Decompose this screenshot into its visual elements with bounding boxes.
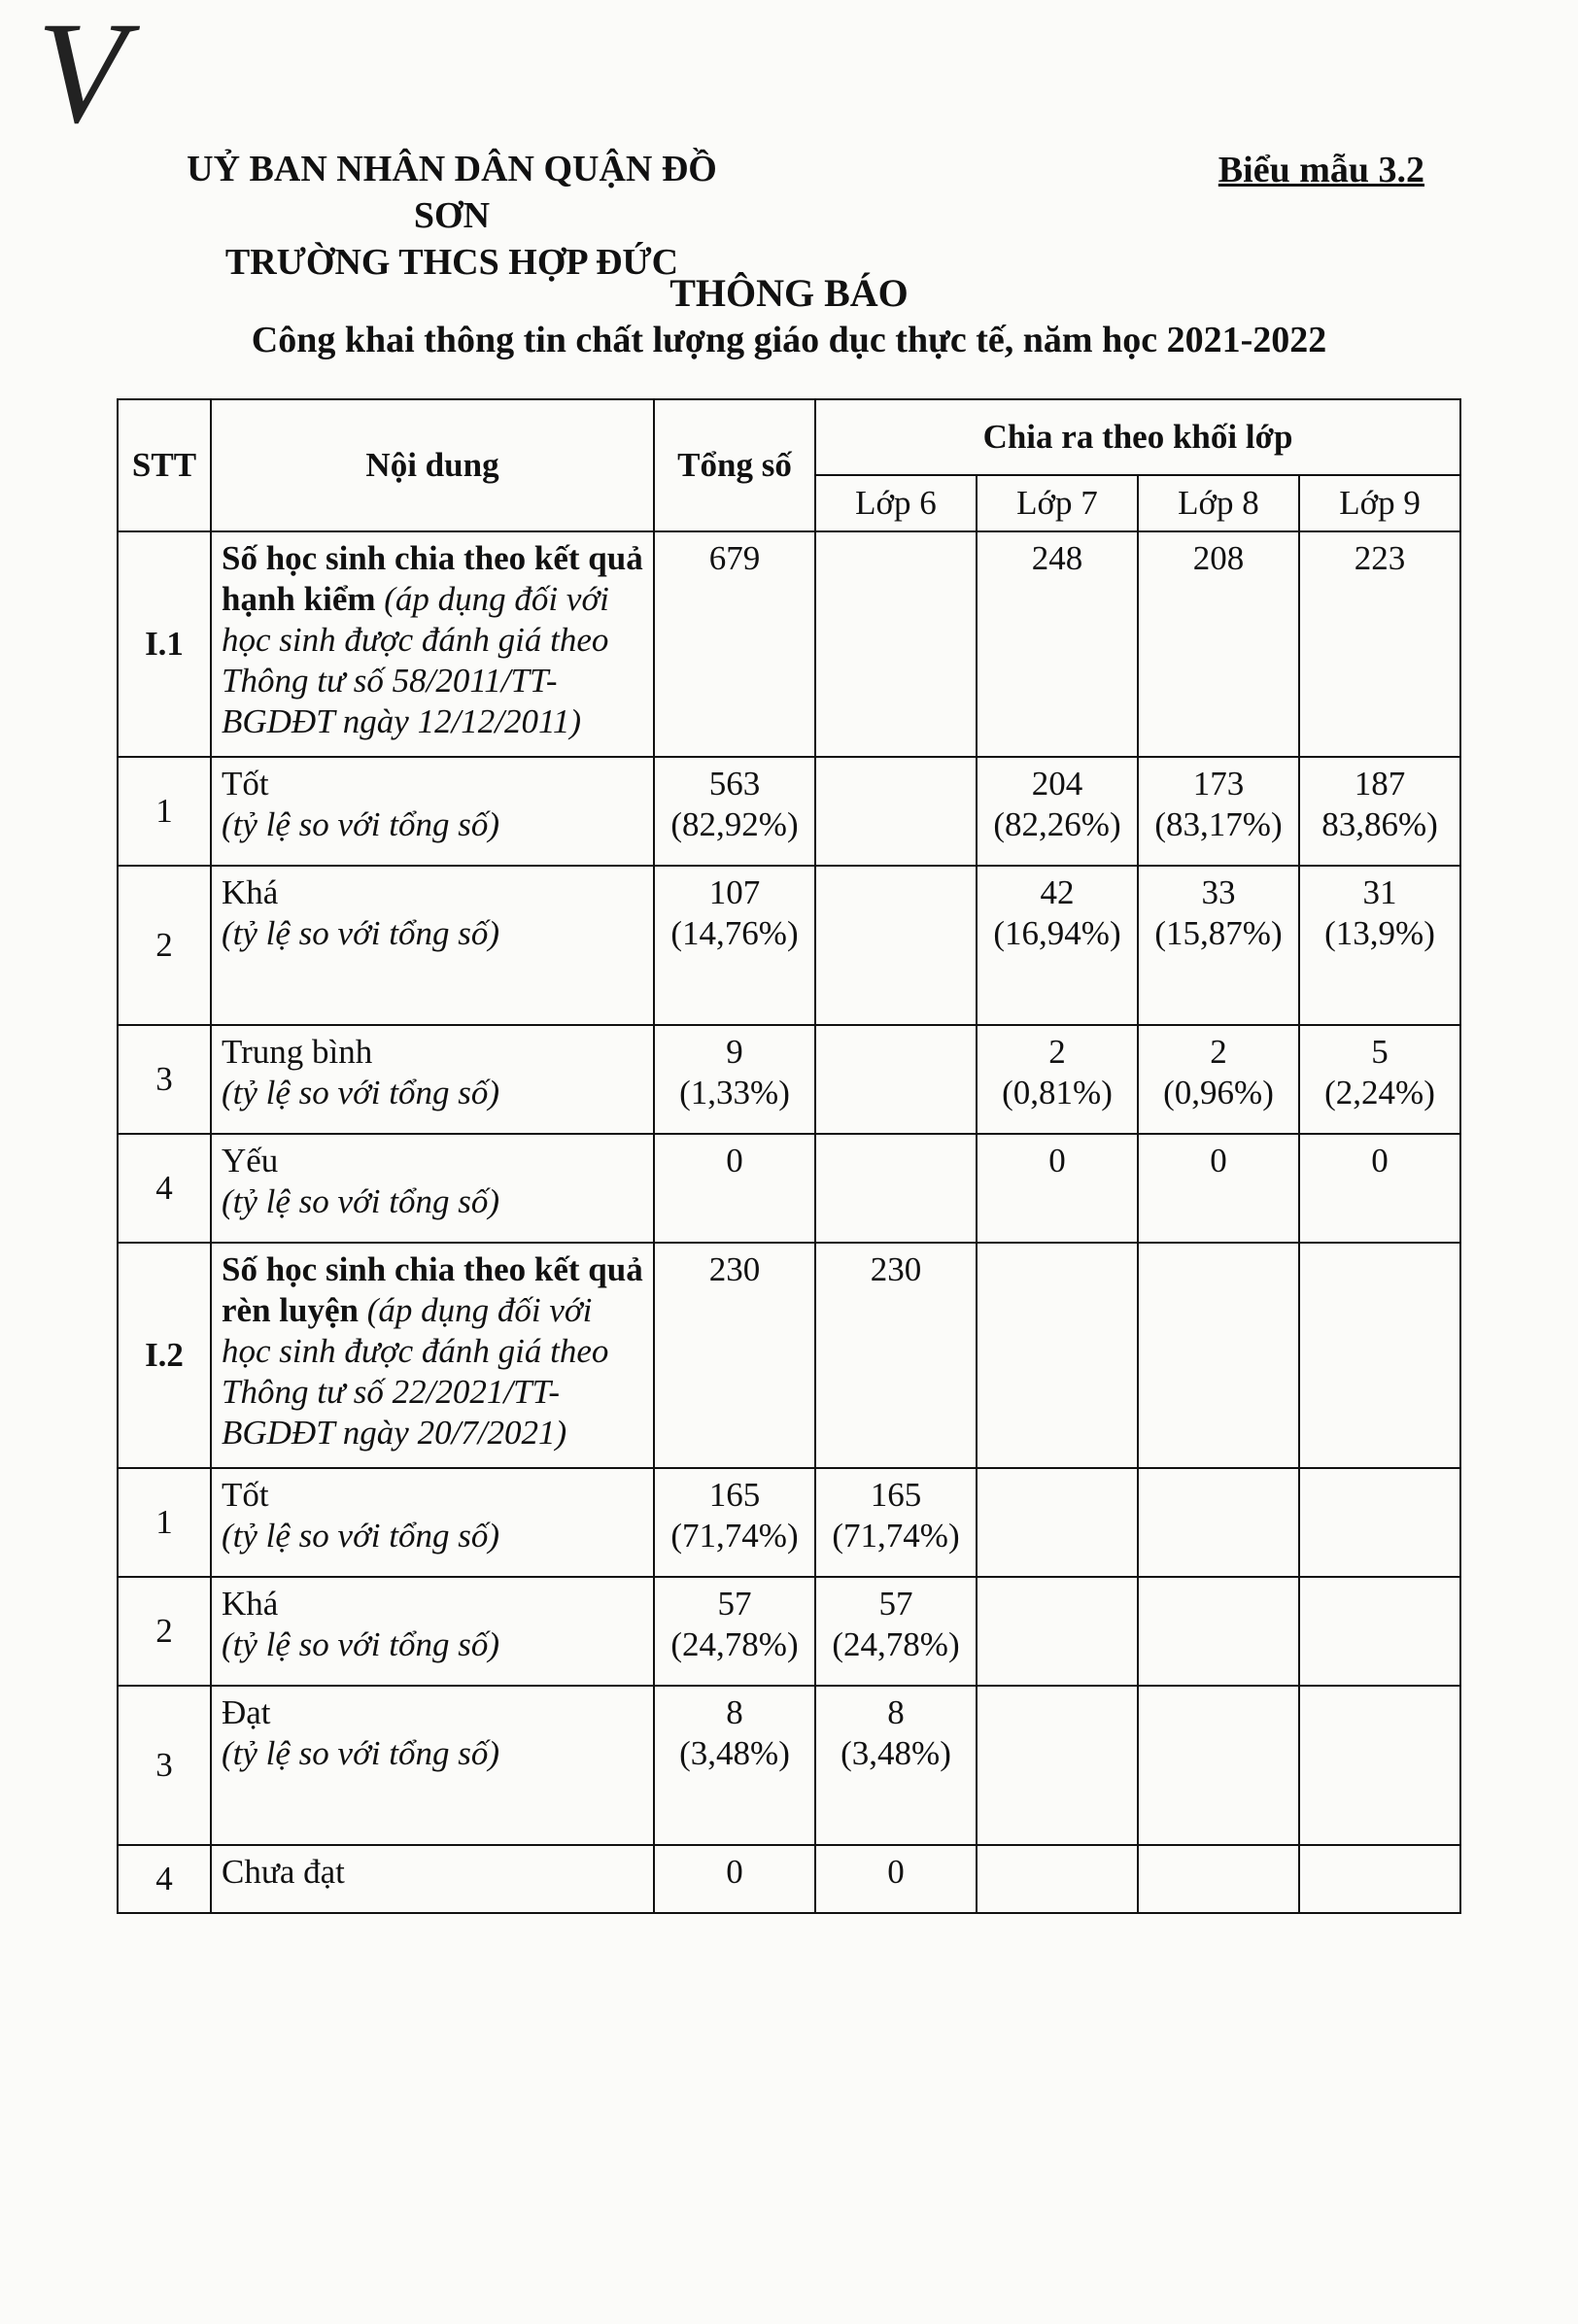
cell-value: 2 [1048, 1033, 1066, 1071]
org-line-1: UỶ BAN NHÂN DÂN QUẬN ĐỒ SƠN [187, 149, 717, 236]
cell-l6 [815, 531, 977, 757]
cell-value: 0 [726, 1853, 743, 1891]
cell-l8 [1138, 1243, 1299, 1468]
cell-l6 [815, 866, 977, 1025]
cell-l6 [815, 1134, 977, 1243]
cell-l8 [1138, 1025, 1299, 1134]
row-title: Đạt [222, 1693, 271, 1731]
cell-value: 0 [1371, 1142, 1389, 1179]
header-chia-ra: Chia ra theo khối lớp [815, 399, 1460, 475]
header-lop-7: Lớp 7 [977, 475, 1138, 531]
row-stt: I.2 [118, 1243, 211, 1468]
cell-value: 165 [708, 1476, 761, 1514]
cell-l9 [1299, 866, 1460, 1025]
row-note: (tỷ lệ so với tổng số) [222, 1734, 499, 1772]
cell-percent: (82,92%) [670, 805, 799, 843]
cell-percent: (3,48%) [840, 1734, 951, 1772]
row-note: (tỷ lệ so với tổng số) [222, 1625, 499, 1663]
table-row [118, 757, 1460, 866]
row-content [211, 531, 654, 757]
cell-l7 [977, 1845, 1138, 1913]
cell-l9 [1299, 1025, 1460, 1134]
cell-value: 8 [726, 1693, 743, 1731]
row-content [211, 1025, 654, 1134]
table-row [118, 1577, 1460, 1686]
cell-percent: (71,74%) [670, 1517, 799, 1555]
cell-tong [654, 1243, 815, 1468]
row-note: (tỷ lệ so với tổng số) [222, 1074, 499, 1111]
cell-tong [654, 1468, 815, 1577]
cell-tong [654, 1845, 815, 1913]
cell-tong [654, 1577, 815, 1686]
header-lop-9: Lớp 9 [1299, 475, 1460, 531]
cell-l8 [1138, 1686, 1299, 1845]
row-note: (áp dụng đối với học sinh được đánh giá theo Thông tư số 58/2011/TT-BGDĐT ngày 12/12/2011) [222, 580, 609, 740]
cell-percent: (13,9%) [1324, 914, 1435, 952]
cell-value: 57 [878, 1585, 913, 1623]
cell-tong [654, 757, 815, 866]
table-row [118, 1686, 1460, 1845]
org-line-2: TRƯỜNG THCS HỢP ĐỨC [224, 242, 679, 283]
cell-value: 9 [726, 1033, 743, 1071]
table-row [118, 1468, 1460, 1577]
cell-l8 [1138, 1468, 1299, 1577]
cell-l7 [977, 531, 1138, 757]
row-title: Khá [222, 873, 279, 911]
cell-l8 [1138, 757, 1299, 866]
row-stt: 3 [118, 1025, 211, 1134]
cell-l6 [815, 1025, 977, 1134]
row-stt: 1 [118, 757, 211, 866]
cell-percent: (24,78%) [832, 1625, 960, 1663]
cell-l8 [1138, 1577, 1299, 1686]
cell-value: 230 [870, 1250, 922, 1288]
row-stt: 2 [118, 1577, 211, 1686]
row-title: Chưa đạt [222, 1853, 345, 1891]
cell-value: 107 [708, 873, 761, 911]
cell-tong [654, 531, 815, 757]
table-row [118, 1134, 1460, 1243]
cell-value: 563 [708, 765, 761, 803]
cell-value: 31 [1362, 873, 1397, 911]
cell-percent: (0,81%) [1002, 1074, 1113, 1111]
header-tong-so: Tổng số [654, 399, 815, 531]
row-title: Tốt [222, 765, 269, 803]
cell-percent: (3,48%) [679, 1734, 790, 1772]
row-stt: 2 [118, 866, 211, 1025]
cell-tong [654, 1134, 815, 1243]
row-stt: 4 [118, 1845, 211, 1913]
cell-l6 [815, 1577, 977, 1686]
row-title: Yếu [222, 1142, 279, 1179]
row-title: Tốt [222, 1476, 269, 1514]
row-content [211, 757, 654, 866]
cell-l9 [1299, 531, 1460, 757]
statistics-table [117, 398, 1461, 1914]
row-content [211, 1134, 654, 1243]
table-row [118, 1243, 1460, 1468]
table-row [118, 1025, 1460, 1134]
cell-value: 173 [1192, 765, 1245, 803]
row-note: (áp dụng đối với học sinh được đánh giá theo Thông tư số 22/2021/TT-BGDĐT ngày 20/7/2021) [222, 1291, 609, 1452]
cell-l6 [815, 1686, 977, 1845]
cell-percent: (2,24%) [1324, 1074, 1435, 1111]
row-stt: 3 [118, 1686, 211, 1845]
row-stt: I.1 [118, 531, 211, 757]
cell-l6 [815, 1243, 977, 1468]
cell-l9 [1299, 1686, 1460, 1845]
row-stt: 1 [118, 1468, 211, 1577]
cell-value: 679 [708, 539, 761, 577]
cell-percent: (16,94%) [993, 914, 1121, 952]
row-content [211, 1845, 654, 1913]
cell-value: 0 [726, 1142, 743, 1179]
row-stt: 4 [118, 1134, 211, 1243]
handwritten-mark: V [37, 0, 126, 154]
cell-tong [654, 1025, 815, 1134]
cell-percent: (82,26%) [993, 805, 1121, 843]
document-subtitle: Công khai thông tin chất lượng giáo dục thực tế, năm học 2021-2022 [251, 320, 1327, 360]
cell-value: 248 [1031, 539, 1083, 577]
cell-l9 [1299, 1134, 1460, 1243]
row-content [211, 1468, 654, 1577]
table-row [118, 1845, 1460, 1913]
cell-l6 [815, 1845, 977, 1913]
row-content [211, 866, 654, 1025]
row-note: (tỷ lệ so với tổng số) [222, 914, 499, 952]
document-title: THÔNG BÁO [669, 271, 909, 315]
cell-value: 0 [1048, 1142, 1066, 1179]
row-content [211, 1243, 654, 1468]
cell-value: 2 [1210, 1033, 1227, 1071]
row-title: Khá [222, 1585, 279, 1623]
cell-l7 [977, 1577, 1138, 1686]
cell-value: 0 [887, 1853, 905, 1891]
table-row [118, 531, 1460, 757]
cell-l7 [977, 1686, 1138, 1845]
cell-l8 [1138, 531, 1299, 757]
table-row [118, 866, 1460, 1025]
row-title: Trung bình [222, 1033, 373, 1071]
cell-l7 [977, 1468, 1138, 1577]
cell-l9 [1299, 757, 1460, 866]
row-title: Số học sinh chia theo kết quả hạnh kiểm [222, 539, 643, 618]
cell-percent: (83,17%) [1154, 805, 1283, 843]
cell-l7 [977, 757, 1138, 866]
row-note: (tỷ lệ so với tổng số) [222, 805, 499, 843]
cell-value: 165 [870, 1476, 922, 1514]
cell-value: 230 [708, 1250, 761, 1288]
form-label: Biểu mẫu 3.2 [1218, 150, 1424, 190]
cell-percent: (1,33%) [679, 1074, 790, 1111]
cell-percent: (0,96%) [1163, 1074, 1274, 1111]
cell-l9 [1299, 1845, 1460, 1913]
cell-l8 [1138, 1845, 1299, 1913]
row-note: (tỷ lệ so với tổng số) [222, 1182, 499, 1220]
cell-value: 5 [1371, 1033, 1389, 1071]
header-lop-6: Lớp 6 [815, 475, 977, 531]
cell-percent: (71,74%) [832, 1517, 960, 1555]
cell-value: 8 [887, 1693, 905, 1731]
cell-value: 204 [1031, 765, 1083, 803]
cell-tong [654, 1686, 815, 1845]
cell-l6 [815, 757, 977, 866]
cell-percent: (15,87%) [1154, 914, 1283, 952]
cell-l9 [1299, 1243, 1460, 1468]
row-title: Số học sinh chia theo kết quả rèn luyện [222, 1250, 643, 1329]
cell-value: 0 [1210, 1142, 1227, 1179]
header-stt: STT [118, 399, 211, 531]
cell-l9 [1299, 1577, 1460, 1686]
cell-value: 42 [1040, 873, 1075, 911]
cell-value: 208 [1192, 539, 1245, 577]
cell-percent: 83,86%) [1321, 805, 1438, 843]
cell-l6 [815, 1468, 977, 1577]
organization-header [155, 146, 748, 286]
cell-tong [654, 866, 815, 1025]
cell-value: 187 [1354, 765, 1406, 803]
cell-l7 [977, 1243, 1138, 1468]
cell-value: 33 [1201, 873, 1236, 911]
cell-l9 [1299, 1468, 1460, 1577]
cell-value: 57 [717, 1585, 752, 1623]
cell-l7 [977, 1025, 1138, 1134]
header-noi-dung: Nội dung [211, 399, 654, 531]
cell-value: 223 [1354, 539, 1406, 577]
cell-l8 [1138, 866, 1299, 1025]
cell-percent: (24,78%) [670, 1625, 799, 1663]
cell-l7 [977, 1134, 1138, 1243]
cell-l8 [1138, 1134, 1299, 1243]
row-note: (tỷ lệ so với tổng số) [222, 1517, 499, 1555]
cell-percent: (14,76%) [670, 914, 799, 952]
header-lop-8: Lớp 8 [1138, 475, 1299, 531]
cell-l7 [977, 866, 1138, 1025]
row-content [211, 1686, 654, 1845]
row-content [211, 1577, 654, 1686]
